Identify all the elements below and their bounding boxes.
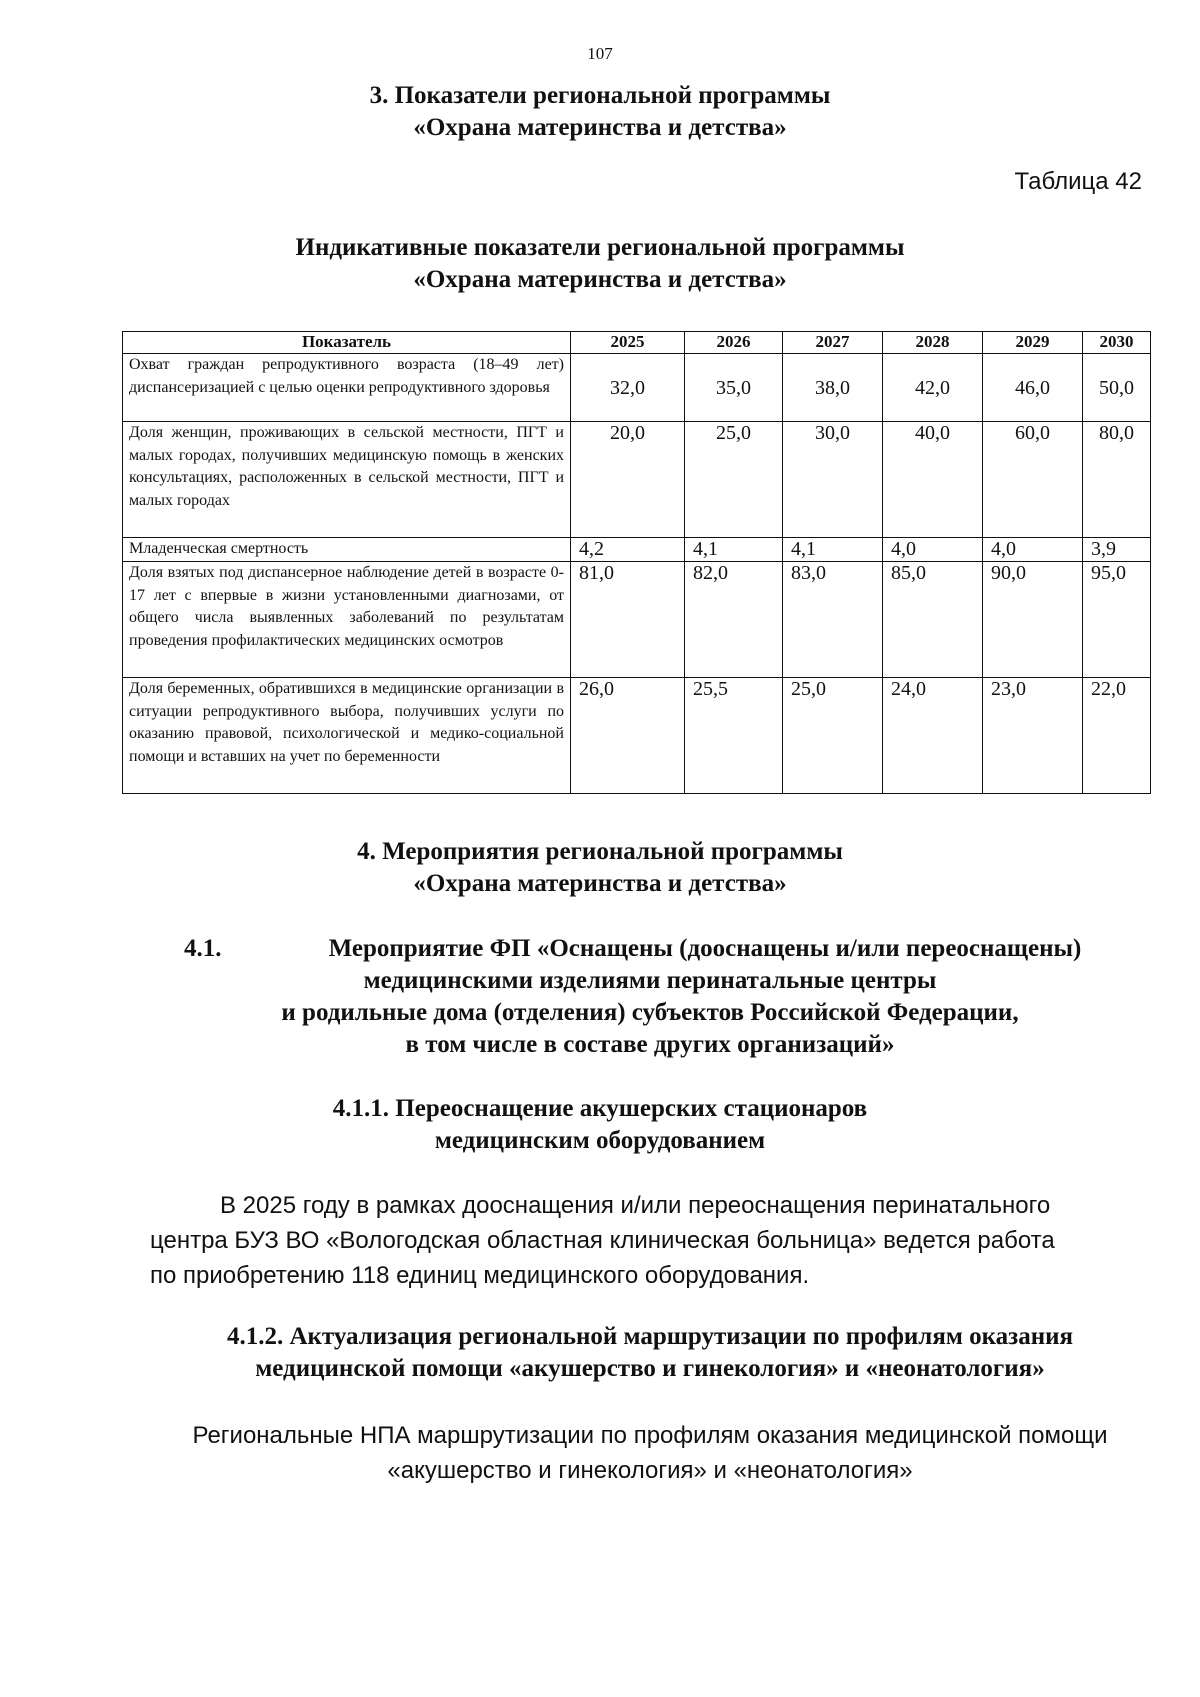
section-4-1-number: 4.1. — [184, 935, 222, 962]
section-4-1-title — [150, 933, 1150, 1061]
indicator-name: Младенческая смертность — [123, 538, 571, 562]
section-3-title-line2: «Охрана материнства и детства» — [413, 114, 787, 141]
table-label: Таблица 42 — [1014, 168, 1142, 195]
value-cell: 30,0 — [783, 422, 883, 538]
value-cell: 90,0 — [983, 562, 1083, 678]
header-year-2029: 2029 — [983, 332, 1083, 354]
table-header-row — [123, 332, 1151, 354]
section-3-title — [0, 80, 1200, 144]
value-cell: 35,0 — [685, 354, 783, 422]
value-cell: 32,0 — [571, 354, 685, 422]
paragraph-equipment-line2: центра БУЗ ВО «Вологодская областная клиническая больница» ведется работа — [150, 1227, 1055, 1254]
indicator-name: Доля беременных, обратившихся в медицинские организации в ситуации репродуктивного выбора, получивших услуги по оказанию правовой, психологической и медико-социальной помощи и вставших на учет по беременности — [123, 678, 571, 794]
header-year-2025: 2025 — [571, 332, 685, 354]
paragraph-routing — [120, 1418, 1180, 1488]
header-indicator: Показатель — [123, 332, 571, 354]
table-row — [123, 562, 1151, 678]
value-cell: 24,0 — [883, 678, 983, 794]
table-row — [123, 538, 1151, 562]
indicator-name: Доля женщин, проживающих в сельской местности, ПГТ и малых городах, получивших медицинскую помощь в женских консультациях, расположенных в сельской местности, ПГТ и малых городах — [123, 422, 571, 538]
section-4-1-title-line2: медицинскими изделиями перинатальные центры — [363, 967, 937, 994]
paragraph-equipment-line3: по приобретению 118 единиц медицинского оборудования. — [150, 1262, 810, 1289]
section-4-1-1-title — [0, 1093, 1200, 1157]
section-4-title-line1: 4. Мероприятия региональной программы — [357, 838, 843, 865]
value-cell: 83,0 — [783, 562, 883, 678]
section-4-1-title-line1: Мероприятие ФП «Оснащены (дооснащены и/или переоснащены) — [328, 935, 1082, 962]
value-cell: 81,0 — [571, 562, 685, 678]
section-4-1-title-line3: и родильные дома (отделения) субъектов Российской Федерации, — [281, 999, 1019, 1026]
value-cell: 25,5 — [685, 678, 783, 794]
value-cell: 38,0 — [783, 354, 883, 422]
value-cell: 60,0 — [983, 422, 1083, 538]
value-cell: 40,0 — [883, 422, 983, 538]
indicator-name: Доля взятых под диспансерное наблюдение детей в возрасте 0-17 лет с впервые в жизни установленными диагнозами, от общего числа выявленных заболеваний по результатам проведения профилактических медицинских осмотров — [123, 562, 571, 678]
header-year-2030: 2030 — [1083, 332, 1151, 354]
table-row — [123, 422, 1151, 538]
value-cell: 50,0 — [1083, 354, 1151, 422]
value-cell: 25,0 — [685, 422, 783, 538]
value-cell: 46,0 — [983, 354, 1083, 422]
value-cell: 4,0 — [983, 538, 1083, 562]
section-4-1-1-title-line2: медицинским оборудованием — [434, 1127, 766, 1154]
section-4-1-1-title-line1: 4.1.1. Переоснащение акушерских стационаров — [332, 1095, 868, 1122]
table-title — [0, 232, 1200, 296]
value-cell: 4,0 — [883, 538, 983, 562]
value-cell: 4,1 — [783, 538, 883, 562]
value-cell: 26,0 — [571, 678, 685, 794]
table-title-line2: «Охрана материнства и детства» — [413, 266, 787, 293]
indicator-name: Охват граждан репродуктивного возраста (18–49 лет) диспансеризацией с целью оценки репродуктивного здоровья — [123, 354, 571, 422]
value-cell: 23,0 — [983, 678, 1083, 794]
value-cell: 82,0 — [685, 562, 783, 678]
section-4-title — [0, 836, 1200, 900]
paragraph-routing-line2: «акушерство и гинекология» и «неонатология» — [387, 1457, 913, 1484]
header-year-2027: 2027 — [783, 332, 883, 354]
value-cell: 22,0 — [1083, 678, 1151, 794]
paragraph-equipment-line1: В 2025 году в рамках дооснащения и/или переоснащения перинатального — [220, 1192, 1051, 1219]
value-cell: 4,2 — [571, 538, 685, 562]
section-4-1-2-title-line2: медицинской помощи «акушерство и гинекология» и «неонатология» — [255, 1355, 1045, 1382]
indicators-table — [122, 331, 1151, 794]
value-cell: 20,0 — [571, 422, 685, 538]
section-4-1-2-title — [120, 1321, 1180, 1385]
value-cell: 3,9 — [1083, 538, 1151, 562]
paragraph-equipment — [150, 1188, 1150, 1293]
section-4-1-title-line4: в том числе в составе других организаций» — [405, 1031, 895, 1058]
table-title-line1: Индикативные показатели региональной программы — [295, 234, 905, 261]
value-cell: 42,0 — [883, 354, 983, 422]
section-4-1-2-title-line1: 4.1.2. Актуализация региональной маршрутизации по профилям оказания — [226, 1323, 1074, 1350]
value-cell: 80,0 — [1083, 422, 1151, 538]
table-row — [123, 354, 1151, 422]
section-4-title-line2: «Охрана материнства и детства» — [413, 870, 787, 897]
header-year-2028: 2028 — [883, 332, 983, 354]
header-year-2026: 2026 — [685, 332, 783, 354]
paragraph-routing-line1: Региональные НПА маршрутизации по профилям оказания медицинской помощи — [192, 1422, 1108, 1449]
value-cell: 85,0 — [883, 562, 983, 678]
section-3-title-line1: 3. Показатели региональной программы — [369, 82, 831, 109]
value-cell: 4,1 — [685, 538, 783, 562]
value-cell: 25,0 — [783, 678, 883, 794]
table-row — [123, 678, 1151, 794]
value-cell: 95,0 — [1083, 562, 1151, 678]
page-number: 107 — [587, 44, 613, 63]
